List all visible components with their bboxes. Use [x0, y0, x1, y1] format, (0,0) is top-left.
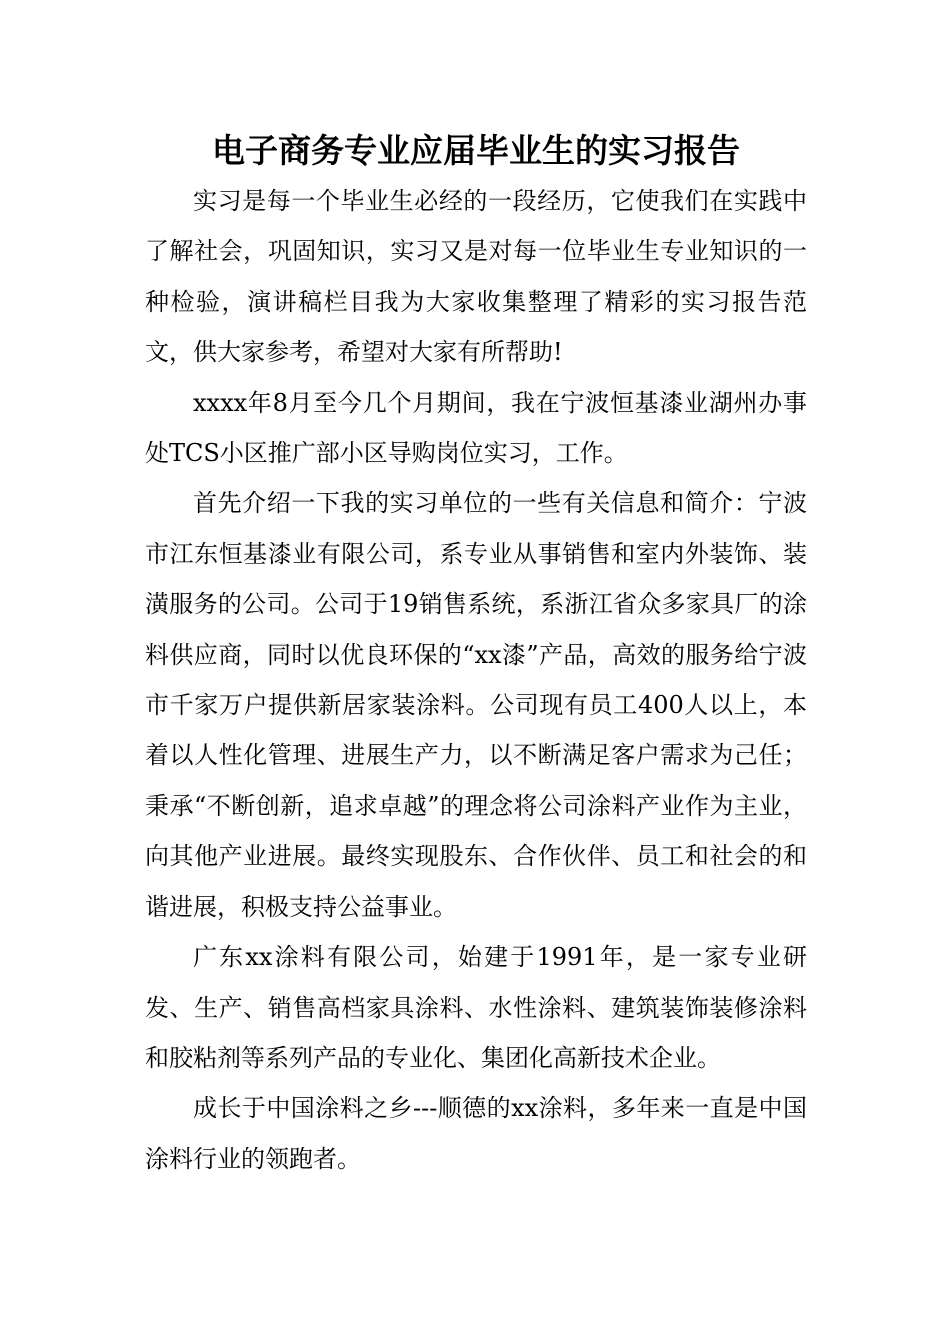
paragraph-intro: 实习是每一个毕业生必经的一段经历，它使我们在实践中了解社会，巩固知识，实习又是对每一位毕业生专业知识的一种检验，演讲稿栏目我为大家收集整理了精彩的实习报告范文，供大家参考，希望对大家有所帮助! [145, 187, 807, 367]
paragraph-internship-period: xxxx年8月至今几个月期间，我在宁波恒基漆业湖州办事处TCS小区推广部小区导购岗位实习，工作。 [145, 388, 807, 468]
paragraph-guangdong-company: 广东xx涂料有限公司，始建于1991年，是一家专业研发、生产、销售高档家具涂料、水性涂料、建筑装饰装修涂料和胶粘剂等系列产品的专业化、集团化高新技术企业。 [145, 943, 807, 1072]
document-title: 电子商务专业应届毕业生的实习报告 [212, 131, 740, 170]
paragraph-company-intro: 首先介绍一下我的实习单位的一些有关信息和简介：宁波市江东恒基漆业有限公司，系专业从事销售和室内外装饰、装潢服务的公司。公司于19销售系统，系浙江省众多家具厂的涂料供应商，同时以优良环保的“xx漆”产品，高效的服务给宁波市千家万户提供新居家装涂料。公司现有员工400人以上，本着以人性化管理、进展生产力，以不断满足客户需求为己任；秉承“不断创新，追求卓越”的理念将公司涂料产业作为主业，向其他产业进展。最终实现股东、合作伙伴、员工和社会的和谐进展，积极支持公益事业。 [145, 489, 807, 921]
paragraph-industry-leader: 成长于中国涂料之乡---顺德的xx涂料，多年来一直是中国涂料行业的领跑者。 [145, 1094, 807, 1173]
document-body [145, 176, 807, 1184]
